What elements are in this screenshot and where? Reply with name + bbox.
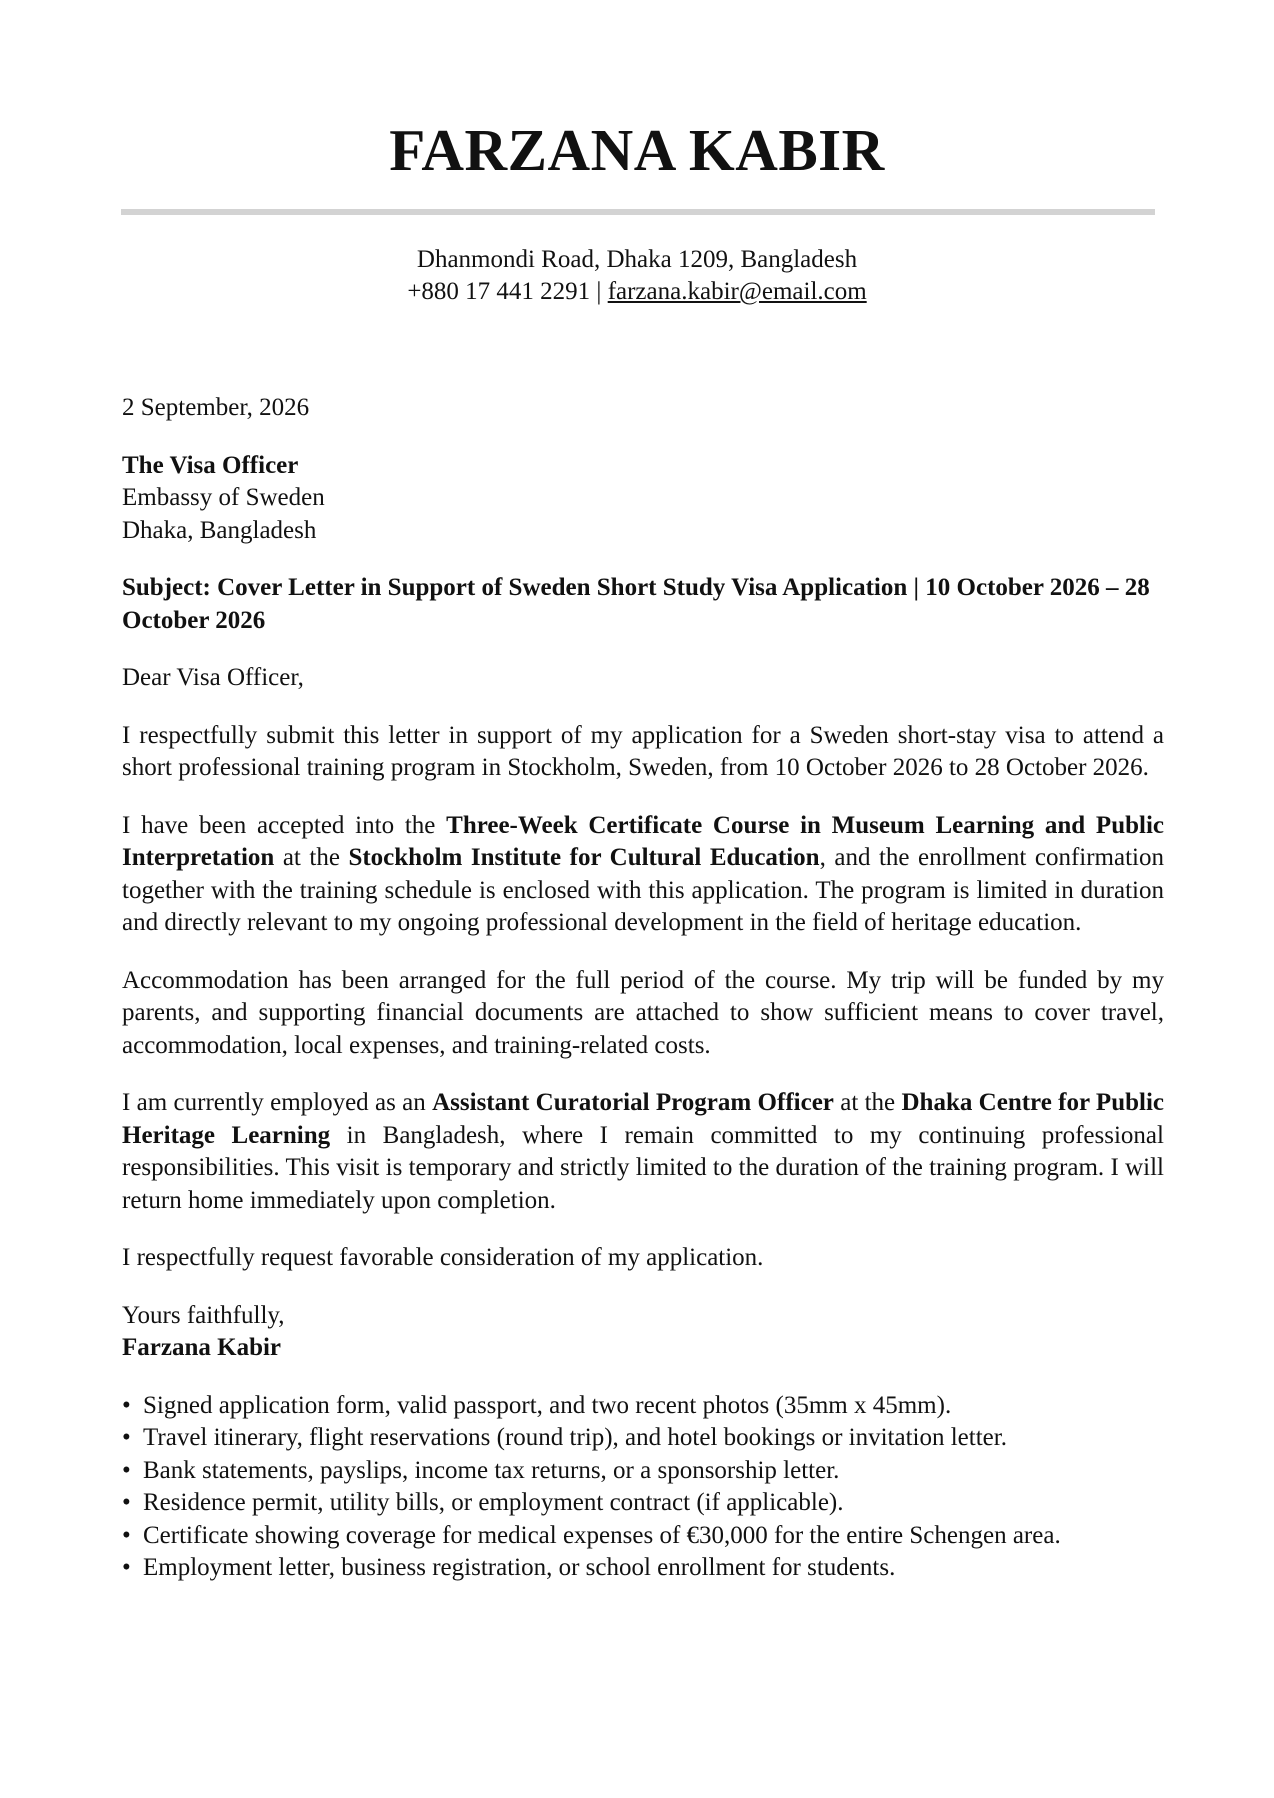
list-item — [122, 1520, 1164, 1553]
course-name: Three-Week Certificate Course in Museum Learning and Public Interpretation — [122, 811, 1164, 871]
list-item-text: Employment letter, business registration, or school enrollment for students. — [143, 1554, 896, 1581]
list-item — [122, 1455, 1164, 1488]
paragraph-course-text-3: , and the enrollment confirmation together with the training schedule is enclosed with this application. The program is limited in duration and directly relevant to my ongoing professional development in the field of heritage education. — [122, 844, 1164, 936]
subject-line: Subject: Cover Letter in Support of Sweden Short Study Visa Application | 10 October 2026 – 28 October 2026 — [122, 574, 1150, 634]
paragraph-employment-text-2: at the — [833, 1089, 902, 1116]
paragraph-course — [122, 810, 1164, 940]
paragraph-course-text-2: at the — [274, 844, 349, 871]
paragraph-employment-text-3: in Bangladesh, where I remain committed to my continuing professional responsibilities. This visit is temporary and strictly limited to the duration of the training program. I will return home immediately upon completion. — [122, 1121, 1164, 1214]
list-item-text: Residence permit, utility bills, or employment contract (if applicable). — [143, 1489, 844, 1516]
list-item — [122, 1552, 1164, 1585]
applicant-name-heading: FARZANA KABIR — [389, 117, 885, 183]
paragraph-employment-text-1: I am currently employed as an — [122, 1089, 433, 1116]
paragraph-funding: Accommodation has been arranged for the full period of the course. My trip will be funded by my parents, and supporting financial documents are attached to show sufficient means to cover travel, accommodation, local expenses, and training-related costs. — [122, 966, 1164, 1059]
list-item-text: Signed application form, valid passport, and two recent photos (35mm x 45mm). — [143, 1391, 952, 1419]
list-item-text: Travel itinerary, flight reservations (round trip), and hotel bookings or invitation letter. — [143, 1424, 1007, 1451]
bullet-icon: • — [122, 1521, 131, 1549]
list-item — [122, 1422, 1164, 1455]
institute-name: Stockholm Institute for Cultural Education — [348, 844, 820, 871]
phone-number: +880 17 441 2291 — [407, 278, 591, 305]
salutation: Dear Visa Officer, — [122, 664, 304, 691]
job-title: Assistant Curatorial Program Officer — [432, 1089, 834, 1116]
recipient-location: Dhaka, Bangladesh — [122, 516, 317, 544]
list-item-text: Certificate showing coverage for medical expenses of €30,000 for the entire Schengen area. — [143, 1521, 1061, 1549]
list-item-text: Bank statements, payslips, income tax returns, or a sponsorship letter. — [143, 1456, 840, 1484]
bullet-icon: • — [122, 1489, 131, 1516]
contact-separator: | — [590, 278, 608, 305]
paragraph-employment — [122, 1087, 1164, 1217]
paragraph-purpose: I respectfully submit this letter in support of my application for a Sweden short-stay visa to attend a short professional training program in Stockholm, Sweden, from 10 October 2026 to 28 October 2026. — [122, 721, 1164, 781]
list-item — [122, 1487, 1164, 1520]
recipient-organization: Embassy of Sweden — [122, 484, 325, 511]
bullet-icon: • — [122, 1424, 131, 1451]
paragraph-request: I respectfully request favorable consideration of my application. — [122, 1244, 764, 1271]
email-link[interactable]: farzana.kabir@email.com — [607, 278, 867, 305]
bullet-icon: • — [122, 1554, 131, 1581]
recipient-block — [122, 450, 1164, 548]
documents-list — [122, 1390, 1164, 1585]
list-item — [122, 1390, 1164, 1423]
header-divider — [121, 209, 1155, 215]
signature-name: Farzana Kabir — [122, 1334, 282, 1361]
contact-block — [0, 244, 1274, 308]
bullet-icon: • — [122, 1456, 131, 1484]
paragraph-course-text-1: I have been accepted into the — [122, 811, 447, 839]
recipient-title: The Visa Officer — [122, 451, 299, 479]
bullet-icon: • — [122, 1391, 131, 1419]
letter-date: 2 September, 2026 — [122, 394, 310, 421]
employer-name: Dhaka Centre for Public Heritage Learning — [122, 1089, 1164, 1149]
letter-body — [122, 392, 1164, 1585]
closing-block — [122, 1300, 1164, 1365]
address-line: Dhanmondi Road, Dhaka 1209, Bangladesh — [416, 246, 858, 273]
phone-email-line — [0, 276, 1274, 308]
valediction: Yours faithfully, — [122, 1301, 285, 1329]
